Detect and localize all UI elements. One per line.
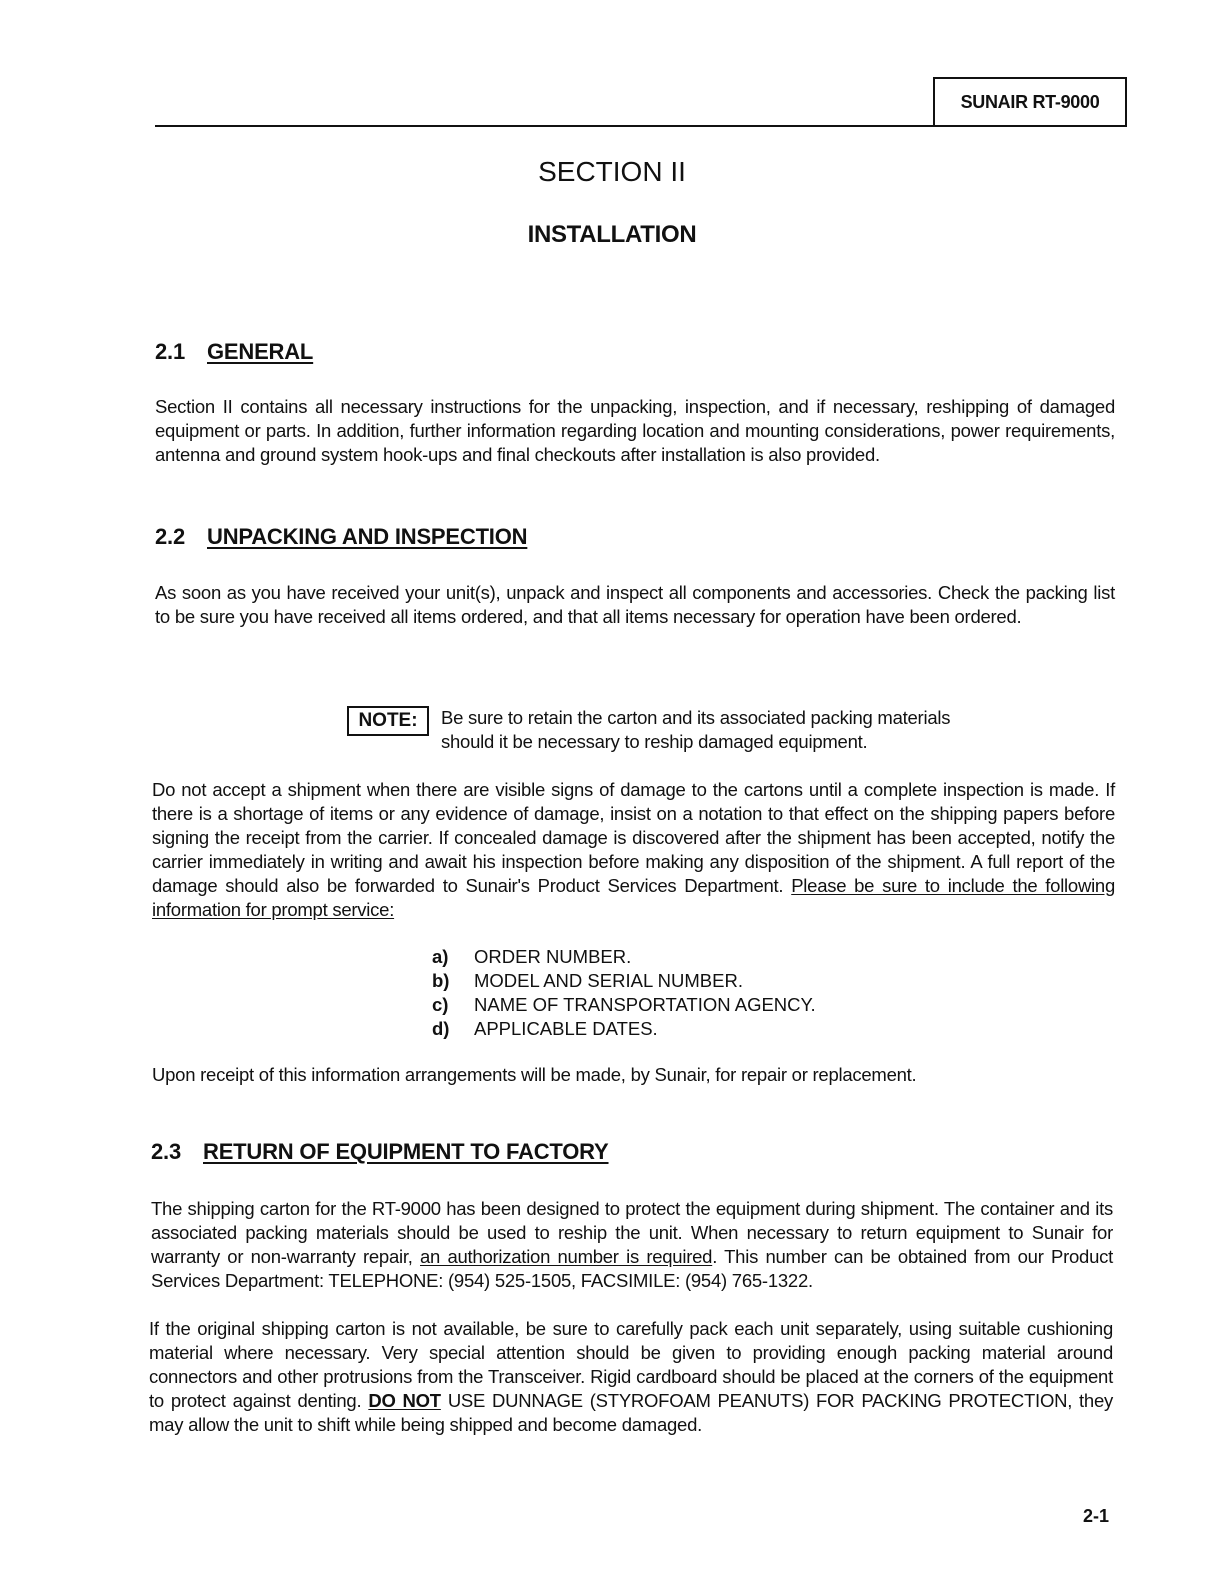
- required-info-list: [432, 945, 816, 1041]
- heading-number: 2.3: [151, 1139, 181, 1164]
- paragraph-packing: [149, 1317, 1113, 1437]
- note-line-2: should it be necessary to reship damaged equipment.: [441, 731, 868, 752]
- note-label: NOTE:: [347, 706, 429, 736]
- section-subtitle: INSTALLATION: [527, 221, 697, 248]
- heading-2-2: [155, 524, 527, 550]
- document-id-box: [933, 77, 1127, 125]
- paragraph-receipt: [152, 1063, 1115, 1087]
- heading-text: UNPACKING AND INSPECTION: [207, 524, 528, 549]
- paragraph-return: [151, 1197, 1113, 1293]
- heading-text: RETURN OF EQUIPMENT TO FACTORY: [203, 1139, 609, 1164]
- list-item: b) MODEL AND SERIAL NUMBER.: [432, 970, 743, 991]
- general-body: Section II contains all necessary instructions for the unpacking, inspection, and if necessary, reshipping of damaged equipment or parts. In addition, further information regarding location and mounting considerations, power requirements, antenna and ground system hook-ups and final checkouts after installation is also provided.: [155, 396, 1115, 465]
- heading-number: 2.1: [155, 339, 185, 364]
- list-item: c) NAME OF TRANSPORTATION AGENCY.: [432, 994, 816, 1015]
- header-rule: [155, 125, 1127, 127]
- note-callout: [347, 706, 1027, 758]
- note-line-1: Be sure to retain the carton and its associated packing materials: [441, 707, 951, 728]
- heading-number: 2.2: [155, 524, 185, 549]
- section-title: SECTION II: [538, 156, 686, 187]
- packing-body: If the original shipping carton is not available, be sure to carefully pack each unit separately, using suitable cushioning material where necessary. Very special attention should be given to providing enough packing material around connectors and other protrusions from the Transceiver. Rigid cardboard should be placed at the corners of the equipment to protect against denting. DO NOT USE DUNNAGE (STYROFOAM PEANUTS) FOR PACKING PROTECTION, they may allow the unit to shift while being shipped and become damaged.: [149, 1318, 1114, 1435]
- page-number: 2-1: [1083, 1506, 1110, 1526]
- paragraph-unpacking: [155, 581, 1115, 629]
- prompt-service-note: Please be sure to include the following information for prompt service:: [152, 875, 1116, 920]
- paragraph-shipment-damage: [152, 778, 1115, 922]
- authorization-required: an authorization number is required: [420, 1246, 713, 1267]
- document-id: SUNAIR RT-9000: [960, 91, 1100, 112]
- note-text: [441, 706, 950, 754]
- do-not-warning: DO NOT: [368, 1390, 441, 1411]
- shipment-damage-body: Do not accept a shipment when there are visible signs of damage to the cartons until a complete inspection is made. If there is a shortage of items or any evidence of damage, insist on a notation to that effect on the shipping papers before signing the receipt from the carrier. If concealed damage is discovered after the shipment has been accepted, notify the carrier immediately in writing and await his inspection before making any disposition of the shipment. A full report of the damage should also be forwarded to Sunair's Product Services Department. Please be sure to include the following information for prompt service:: [152, 779, 1116, 920]
- paragraph-general: [155, 395, 1115, 467]
- return-body: The shipping carton for the RT-9000 has been designed to protect the equipment during shipment. The container and its associated packing materials should be used to reship the unit. When necessary to return equipment to Sunair for warranty or non-warranty repair, an authorization number is required. This number can be obtained from our Product Services Department: TELEPHONE: (954) 525-1505, FACSIMILE: (954) 765-1322.: [151, 1198, 1113, 1291]
- heading-text: GENERAL: [207, 339, 314, 364]
- heading-2-1: [155, 339, 313, 365]
- list-item: a) ORDER NUMBER.: [432, 946, 632, 967]
- receipt-body: Upon receipt of this information arrangements will be made, by Sunair, for repair or replacement.: [152, 1064, 917, 1085]
- unpacking-body: As soon as you have received your unit(s), unpack and inspect all components and accessories. Check the packing list to be sure you have received all items ordered, and that all items necessary for operation have been ordered.: [155, 582, 1115, 627]
- list-item: d) APPLICABLE DATES.: [432, 1018, 658, 1039]
- heading-2-3: [151, 1139, 609, 1165]
